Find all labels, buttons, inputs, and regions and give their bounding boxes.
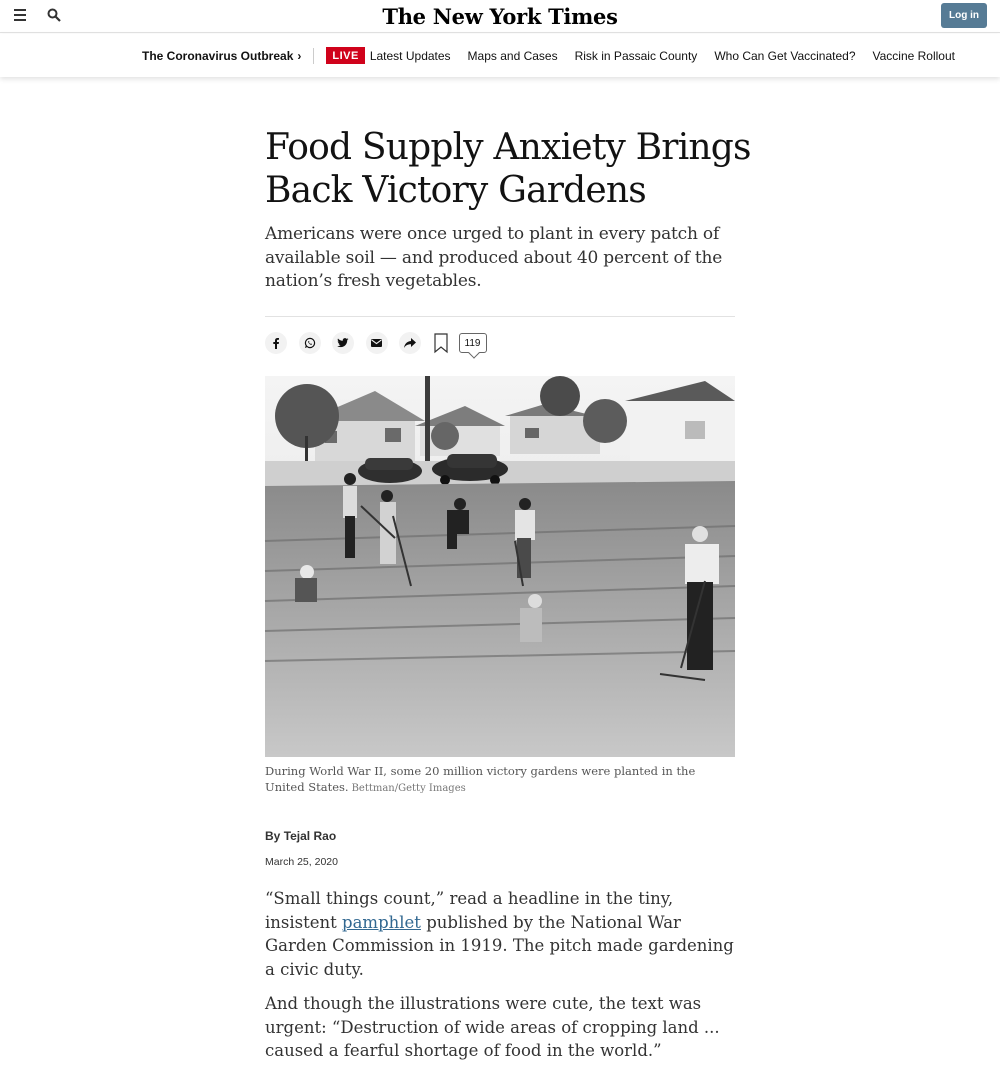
pamphlet-link[interactable]: pamphlet	[342, 912, 421, 932]
nav-link-risk-passaic[interactable]: Risk in Passaic County	[574, 48, 698, 63]
article-photo	[265, 376, 735, 757]
log-in-button[interactable]: Log in	[941, 3, 987, 28]
chevron-right-icon: ›	[297, 48, 302, 63]
paragraph-text: published by the National War Garden Commission in 1919. The pitch made gardening a civic duty.	[265, 912, 734, 979]
paragraph: And though the illustrations were cute, the text was urgent: “Destruction of wide areas of cropping land ... caused a fearful shortage of food in the world.”	[265, 994, 720, 1060]
live-badge[interactable]: LIVE	[326, 47, 364, 64]
publish-date: March 25, 2020	[265, 856, 338, 868]
share-icon[interactable]	[399, 332, 421, 354]
article-summary: Americans were once urged to plant in every patch of available soil — and produced about 40 percent of the nation’s fresh vegetables.	[265, 224, 723, 291]
section-nav	[0, 34, 1000, 77]
caption-text: During World War II, some 20 million victory gardens were planted in the United States.	[265, 764, 696, 794]
comment-count: 119	[464, 337, 481, 349]
facebook-icon[interactable]	[265, 332, 287, 354]
divider	[265, 316, 735, 317]
twitter-icon[interactable]	[332, 332, 354, 354]
menu-icon[interactable]	[14, 9, 28, 23]
nav-divider	[313, 48, 314, 64]
top-bar	[0, 0, 1000, 33]
paragraph-text: “Small things count,” read a headline in the tiny, insistent	[265, 889, 674, 932]
article-body	[265, 887, 740, 1074]
search-icon[interactable]	[47, 8, 63, 24]
article-headline: Food Supply Anxiety Brings Back Victory Gardens	[265, 127, 751, 211]
nav-link-who-can-get-vaccinated[interactable]: Who Can Get Vaccinated?	[714, 48, 856, 63]
email-icon[interactable]	[366, 332, 388, 354]
comments-button[interactable]	[459, 333, 487, 353]
nav-link-latest-updates[interactable]: Latest Updates	[369, 48, 451, 63]
nyt-logo[interactable]: The New York Times	[382, 4, 618, 29]
paragraph	[265, 887, 740, 981]
photo-credit: Bettman/Getty Images	[351, 783, 466, 794]
byline-prefix: By	[265, 829, 281, 843]
nav-link-maps-and-cases[interactable]: Maps and Cases	[467, 48, 558, 63]
whatsapp-icon[interactable]	[299, 332, 321, 354]
bookmark-icon[interactable]	[434, 333, 448, 353]
author-link[interactable]: Tejal Rao	[283, 829, 337, 843]
nav-section-coronavirus[interactable]: The Coronavirus Outbreak	[142, 48, 294, 63]
share-toolbar	[265, 331, 487, 355]
nav-link-vaccine-rollout[interactable]: Vaccine Rollout	[872, 48, 955, 63]
photo-caption	[265, 763, 735, 797]
byline	[265, 829, 336, 843]
